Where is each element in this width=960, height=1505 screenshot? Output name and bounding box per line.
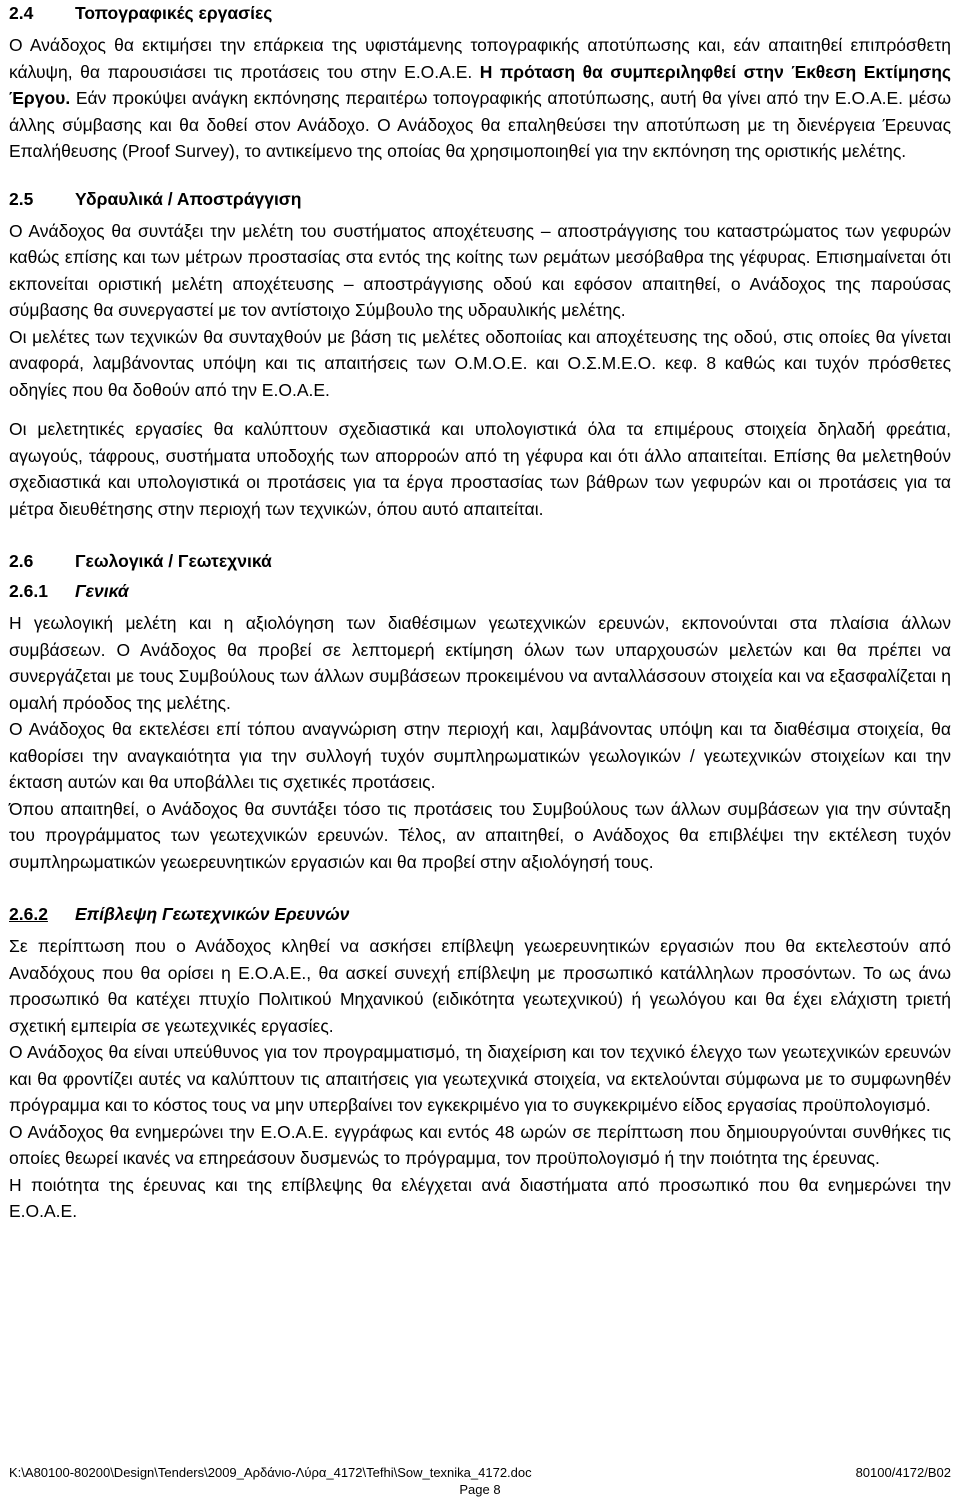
footer-file-path: K:\A80100-80200\Design\Tenders\2009_Αρδάνιο-Λύρα_4172\Tefhi\Sow_texnika_4172.doc xyxy=(9,1465,532,1480)
footer-document-code: 80100/4172/B02 xyxy=(855,1465,951,1480)
paragraph: Ο Ανάδοχος θα ενημερώνει την Ε.Ο.Α.Ε. εγγράφως και εντός 48 ωρών σε περίπτωση που δημιουργούνται συνθήκες τις οποίες θεωρεί ικανές να επηρεάσουν δυσμενώς το πρόγραμμα, τον προϋπολογισμό ή την ποιότητα της έρευνας. xyxy=(9,1121,951,1168)
paragraph: Σε περίπτωση που ο Ανάδοχος κληθεί να ασκήσει επίβλεψη γεωερευνητικών εργασιών που θα εκτελεστούν από Αναδόχους που θα ορίσει η Ε.Ο.Α.Ε., θα ασκεί συνεχή επίβλεψη με προσωπικό κατάλληλων προσόντων. Το ως άνω προσωπικό θα κατέχει πτυχίο Πολιτικού Μηχανικού (ειδικότητα γεωτεχνικού) ή γεωλόγου και θα έχει ελάχιστη τριετή σχετική εμπειρία σε γεωτεχνικές εργασίες. xyxy=(9,936,951,1036)
heading-number: 2.4 xyxy=(9,3,34,23)
paragraph: Οι μελετητικές εργασίες θα καλύπτουν σχεδιαστικά και υπολογιστικά όλα τα επιμέρους στοιχεία δηλαδή φρεάτια, αγωγούς, τάφρους, συστήματα υποδοχής των απορροών από τη γέφυρα και ότι άλλο απαιτείται. Επίσης θα μελετηθούν σχεδιαστικά και υπολογιστικά οι προτάσεις για τα έργα προστασίας των βάθρων των γεφυρών και οι προτάσεις για τα μέτρα διευθέτησης στην περιοχή των τεχνικών, όπου αυτό απαιτείται. xyxy=(9,419,951,519)
heading-title: Γεωλογικά / Γεωτεχνικά xyxy=(75,551,272,571)
page-content xyxy=(9,0,951,1225)
heading-title: Τοπογραφικές εργασίες xyxy=(75,3,273,23)
paragraph: Η ποιότητα της έρευνας και της επίβλεψης θα ελέγχεται ανά διαστήματα από προσωπικό που θα ενημερώνει την Ε.Ο.Α.Ε. xyxy=(9,1174,951,1221)
heading-title: Γενικά xyxy=(75,581,129,601)
heading-title: Επίβλεψη Γεωτεχνικών Ερευνών xyxy=(75,904,350,924)
paragraph: Ο Ανάδοχος θα είναι υπεύθυνος για τον προγραμματισμό, τη διαχείριση και τον τεχνικό έλεγχο των γεωτεχνικών ερευνών και θα φροντίζει αυτές να καλύπτουν τις απαιτήσεις για γεωτεχνικά στοιχεία, να εκτελούνται σύμφωνα με το συμφωνηθέν πρόγραμμα και το κόστος τους να μην υπερβαίνει τον εγκεκριμένο για το συγκεκριμένο είδος εργασίας προϋπολογισμό. xyxy=(9,1042,951,1115)
paragraph: Ο Ανάδοχος θα εκτελέσει επί τόπου αναγνώριση στην περιοχή και, λαμβάνοντας υπόψη και τα διαθέσιμα στοιχεία, θα καθορίσει την αναγκαιότητα για την συλλογή τυχόν συμπληρωματικών γεωλογικών / γεωτεχνικών στοιχείων και την έκταση αυτών και θα υποβάλλει τις σχετικές προτάσεις. xyxy=(9,719,951,792)
paragraph: Όπου απαιτηθεί, ο Ανάδοχος θα συντάξει τόσο τις προτάσεις του Συμβούλους των άλλων συμβάσεων για την σύνταξη του προγράμματος των γεωτεχνικών ερευνών. Τέλος, αν απαιτηθεί, ο Ανάδοχος θα επιβλέψει την εκτέλεση τυχόν συμπληρωματικών γεωερευνητικών εργασιών και θα προβεί στην αξιολόγησή τους. xyxy=(9,798,951,872)
paragraph: Ο Ανάδοχος θα συντάξει την μελέτη του συστήματος αποχέτευσης – αποστράγγισης του καταστρώματος των γεφυρών καθώς επίσης και των μέτρων προστασίας στα εντός της κοίτης των ρεμάτων μεσόβαθρα της γέφυρας. Επισημαίνεται ότι εκπονείται οριστική μελέτη αποχέτευσης – αποστράγγισης οδού και εφόσον απαιτηθεί, ο Ανάδοχος της παρούσας σύμβασης θα συνεργαστεί με τον αντίστοιχο Σύμβουλο της υδραυλικής μελέτης. xyxy=(9,220,951,320)
paragraph xyxy=(9,32,951,165)
heading-number: 2.6 xyxy=(9,551,34,571)
heading-title: Υδραυλικά / Αποστράγγιση xyxy=(75,188,302,209)
heading-2-6-1 xyxy=(9,578,951,604)
heading-2-6-2 xyxy=(9,901,951,927)
bold-text-run: Η πρόταση θα συμπεριληφθεί στην Έκθεση Εκτίμησης Έργου. xyxy=(9,61,951,108)
paragraph: Οι μελέτες των τεχνικών θα συνταχθούν με βάση τις μελέτες οδοποιίας και αποχέτευσης της οδού, στις οποίες θα γίνεται αναφορά, λαμβάνοντας υπόψη και τις απαιτήσεις των Ο.Μ.Ο.Ε. και Ο.Σ.Μ.Ε.Ο. κεφ. 8 καθώς και τυχόν πρόσθετες οδηγίες που θα δοθούν από την Ε.Ο.Α.Ε. xyxy=(9,326,951,400)
heading-number: 2.5 xyxy=(9,188,34,209)
text-run: Ο Ανάδοχος θα εκτιμήσει την επάρκεια της υφιστάμενης τοπογραφικής αποτύπωσης και, εάν απαιτηθεί επιπρόσθετη κάλυψη, θα παρουσιάσει τις προτάσεις του στην Ε.Ο.Α.Ε. xyxy=(9,35,951,82)
paragraph: Η γεωλογική μελέτη και η αξιολόγηση των διαθέσιμων γεωτεχνικών ερευνών, εκπονούνται στα πλαίσια άλλων συμβάσεων. Ο Ανάδοχος θα προβεί σε λεπτομερή εκτίμηση όλων των υπαρχουσών μελετών και θα πρέπει να συνεργάζεται με τους Συμβούλους των άλλων συμβάσεων προκειμένου να ανταλλάσσουν στοιχεία και να εξασφαλίζεται η ομαλή πρόοδος της μελέτης. xyxy=(9,613,951,713)
heading-2-4 xyxy=(9,0,951,26)
page-footer xyxy=(9,1464,951,1498)
heading-2-6 xyxy=(9,548,951,574)
text-run: Εάν προκύψει ανάγκη εκπόνησης περαιτέρω τοπογραφικής αποτύπωσης, αυτή θα γίνει από την Ε.Ο.Α.Ε. μέσω άλλης σύμβασης και θα δοθεί στον Ανάδοχο. Ο Ανάδοχος θα επαληθεύσει την αποτύπωση με τη διενέργεια Έρευνας Επαλήθευσης (Proof Survey), το αντικείμενο της οποίας θα χρησιμοποιηθεί για την εκπόνηση της οριστικής μελέτης. xyxy=(9,88,951,161)
page-number: Page 8 xyxy=(459,1482,501,1497)
heading-number: 2.6.1 xyxy=(9,581,48,601)
heading-number: 2.6.2 xyxy=(9,904,48,924)
heading-2-5 xyxy=(9,186,951,212)
